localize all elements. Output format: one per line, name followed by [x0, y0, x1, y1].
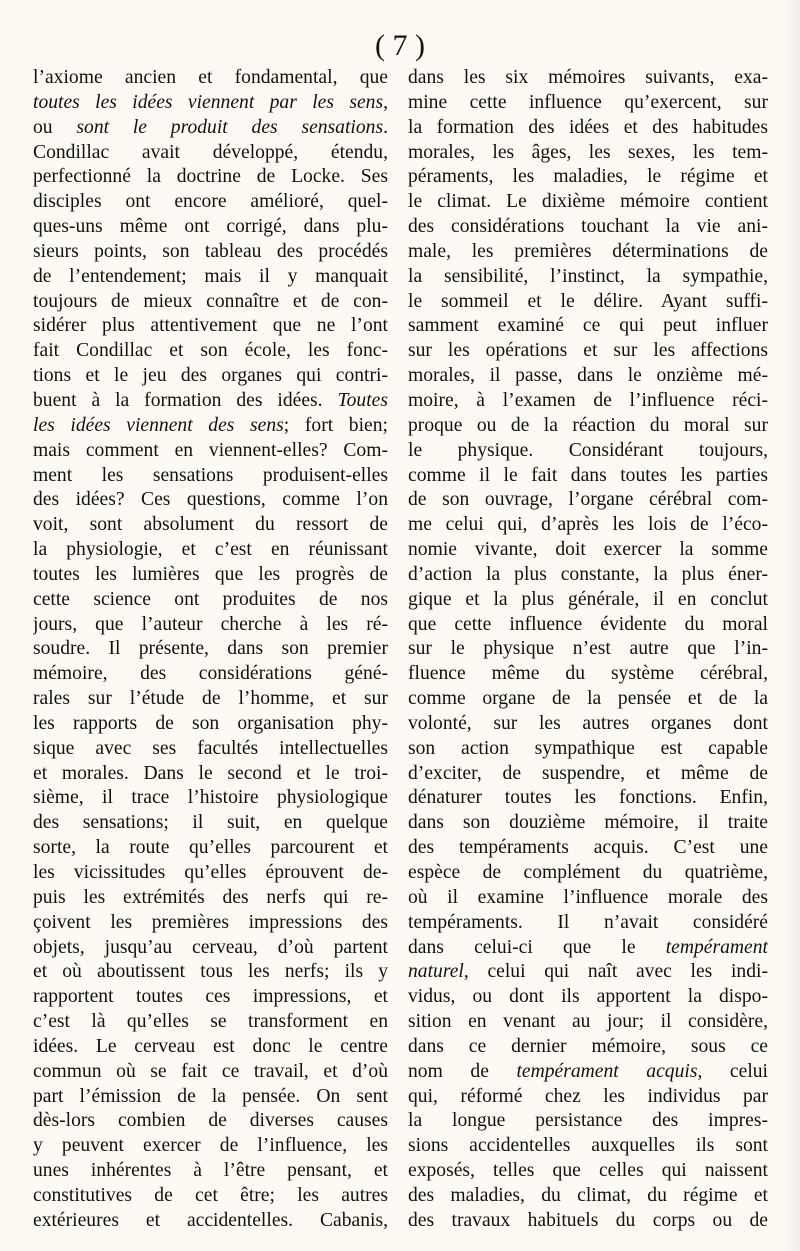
text-line: volonté, sur les autres organes dont: [408, 712, 768, 734]
text-line: comme il le fait dans toutes les parties: [408, 464, 768, 486]
text-line: constitutives de cet être; les autres: [33, 1184, 388, 1206]
text-line: çoivent les premières impressions des: [33, 911, 388, 933]
text-line: c’est là qu’elles se transforment en: [33, 1011, 388, 1033]
text-line: l’axiome ancien et fondamental, que: [33, 67, 388, 88]
text-line: de l’entendement; mais il y manquait: [33, 265, 388, 287]
text-line: dans les six mémoires suivants, exa-: [408, 67, 768, 88]
text-line: puis les extrémités des nerfs qui re-: [33, 886, 388, 908]
text-line: des idées? Ces questions, comme l’on: [33, 489, 388, 511]
right-column: [408, 66, 768, 1234]
text-line: voit, sont absolument du ressort de: [33, 514, 388, 536]
text-line: tempéraments. Il n’avait considéré: [408, 911, 768, 933]
text-line: sieurs points, son tableau des procédés: [33, 240, 388, 262]
text-line: dès-lors combien de diverses causes: [33, 1110, 388, 1132]
text-line: morales, il passe, dans le onzième mé-: [408, 365, 768, 387]
text-line: nom de tempérament acquis, celui: [408, 1060, 768, 1082]
text-line: dans son douzième mémoire, il traite: [408, 812, 768, 834]
text-line: sique avec ses facultés intellectuelles: [33, 737, 388, 759]
text-line: espèce de complément du quatrième,: [408, 862, 768, 883]
text-line: samment examiné ce qui peut influer: [408, 315, 768, 337]
text-line: les rapports de son organisation phy-: [33, 712, 388, 734]
text-line: le sommeil et le délire. Ayant suffi-: [408, 290, 768, 312]
text-line: moire, à l’examen de l’influence réci-: [408, 389, 768, 411]
left-column: [33, 66, 388, 1234]
text-line: male, les premières déterminations de: [408, 240, 768, 262]
text-line: des maladies, du climat, du régime et: [408, 1184, 768, 1206]
text-line: ques-uns même ont corrigé, dans plu-: [33, 216, 388, 238]
text-line: sions accidentelles auxquelles ils sont: [408, 1135, 768, 1157]
text-line: le physique. Considérant toujours,: [408, 439, 768, 461]
text-line: Condillac avait développé, étendu,: [33, 141, 388, 163]
text-line: perfectionné la doctrine de Locke. Ses: [33, 166, 388, 188]
text-line: la physiologie, et c’est en réunissant: [33, 539, 388, 561]
text-line: son action sympathique est capable: [408, 737, 768, 759]
text-line: proque ou de la réaction du moral sur: [408, 414, 768, 436]
text-line: ment les sensations produisent-elles: [33, 464, 388, 486]
text-line: ou sont le produit des sensations.: [33, 116, 388, 138]
text-line: mine cette influence qu’exercent, sur: [408, 91, 768, 113]
text-line: mémoire, des considérations géné-: [33, 663, 388, 685]
text-line: commun où se fait ce travail, et d’où: [33, 1060, 388, 1082]
text-line: et où aboutissent tous les nerfs; ils y: [33, 961, 388, 983]
page-edge-shadow: [782, 0, 800, 1251]
text-line: mais comment en viennent-elles? Com-: [33, 439, 388, 461]
text-line: exposés, telles que celles qui naissent: [408, 1160, 768, 1182]
text-line: la longue persistance des impres-: [408, 1110, 768, 1132]
text-line: sur les opérations et sur les affections: [408, 340, 768, 362]
text-line: toutes les idées viennent par les sens,: [33, 91, 388, 113]
text-line: naturel, celui qui naît avec les indi-: [408, 961, 768, 983]
text-line: des travaux habituels du corps ou de: [408, 1209, 768, 1231]
text-line: objets, jusqu’au cerveau, d’où partent: [33, 936, 388, 958]
text-line: cette science ont produites de nos: [33, 588, 388, 610]
text-line: nomie vivante, doit exercer la somme: [408, 539, 768, 561]
text-line: buent à la formation des idées. Toutes: [33, 389, 388, 411]
text-line: les vicissitudes qu’elles éprouvent de-: [33, 862, 388, 883]
text-line: fait Condillac et son école, les fonc-: [33, 340, 388, 362]
text-line: y peuvent exercer de l’influence, les: [33, 1135, 388, 1157]
text-line: dans celui-ci que le tempérament: [408, 936, 768, 958]
text-line: idées. Le cerveau est donc le centre: [33, 1035, 388, 1057]
text-line: part l’émission de la pensée. On sent: [33, 1085, 388, 1107]
text-line: jours, que l’auteur cherche à les ré-: [33, 613, 388, 635]
text-line: d’exciter, de suspendre, et même de: [408, 762, 768, 784]
text-line: de son ouvrage, l’organe cérébral com-: [408, 489, 768, 511]
text-line: dénaturer toutes les fonctions. Enfin,: [408, 787, 768, 809]
text-line: que cette influence évidente du moral: [408, 613, 768, 635]
text-line: gique et la plus générale, il en conclut: [408, 588, 768, 610]
text-line: vidus, ou dont ils apportent la dispo-: [408, 986, 768, 1008]
text-line: tions et le jeu des organes qui contri-: [33, 365, 388, 387]
text-line: soudre. Il présente, dans son premier: [33, 638, 388, 660]
text-line: comme organe de la pensée et de la: [408, 688, 768, 710]
text-line: qui, réformé chez les individus par: [408, 1085, 768, 1107]
text-line: péraments, les maladies, le régime et: [408, 166, 768, 188]
text-line: fluence même du système cérébral,: [408, 663, 768, 685]
page-number: ( 7 ): [375, 29, 425, 62]
text-line: la formation des idées et des habitudes: [408, 116, 768, 138]
text-line: rapportent toutes ces impressions, et: [33, 986, 388, 1008]
text-line: les idées viennent des sens; fort bien;: [33, 414, 388, 436]
text-line: dans ce dernier mémoire, sous ce: [408, 1035, 768, 1057]
text-line: où il examine l’influence morale des: [408, 886, 768, 908]
text-line: toujours de mieux connaître et de con-: [33, 290, 388, 312]
text-line: disciples ont encore amélioré, quel-: [33, 191, 388, 213]
text-line: des considérations touchant la vie ani-: [408, 216, 768, 238]
text-line: toutes les lumières que les progrès de: [33, 563, 388, 585]
text-line: unes inhérentes à l’être pensant, et: [33, 1160, 388, 1182]
text-line: des sensations; il suit, en quelque: [33, 812, 388, 834]
text-line: extérieures et accidentelles. Cabanis,: [33, 1209, 388, 1231]
text-line: me celui qui, d’après les lois de l’éco-: [408, 514, 768, 536]
text-line: morales, les âges, les sexes, les tem-: [408, 141, 768, 163]
text-line: sième, il trace l’histoire physiologique: [33, 787, 388, 809]
text-line: sidérer plus attentivement que ne l’ont: [33, 315, 388, 337]
text-line: la sensibilité, l’instinct, la sympathie,: [408, 265, 768, 287]
text-line: d’action la plus constante, la plus éner-: [408, 563, 768, 585]
text-line: sition en venant au jour; il considère,: [408, 1011, 768, 1033]
text-line: rales sur l’étude de l’homme, et sur: [33, 688, 388, 710]
text-line: et morales. Dans le second et le troi-: [33, 762, 388, 784]
text-line: des tempéraments acquis. C’est une: [408, 837, 768, 859]
text-line: sur le physique n’est autre que l’in-: [408, 638, 768, 660]
text-line: sorte, la route qu’elles parcourent et: [33, 837, 388, 859]
text-line: le climat. Le dixième mémoire contient: [408, 191, 768, 213]
